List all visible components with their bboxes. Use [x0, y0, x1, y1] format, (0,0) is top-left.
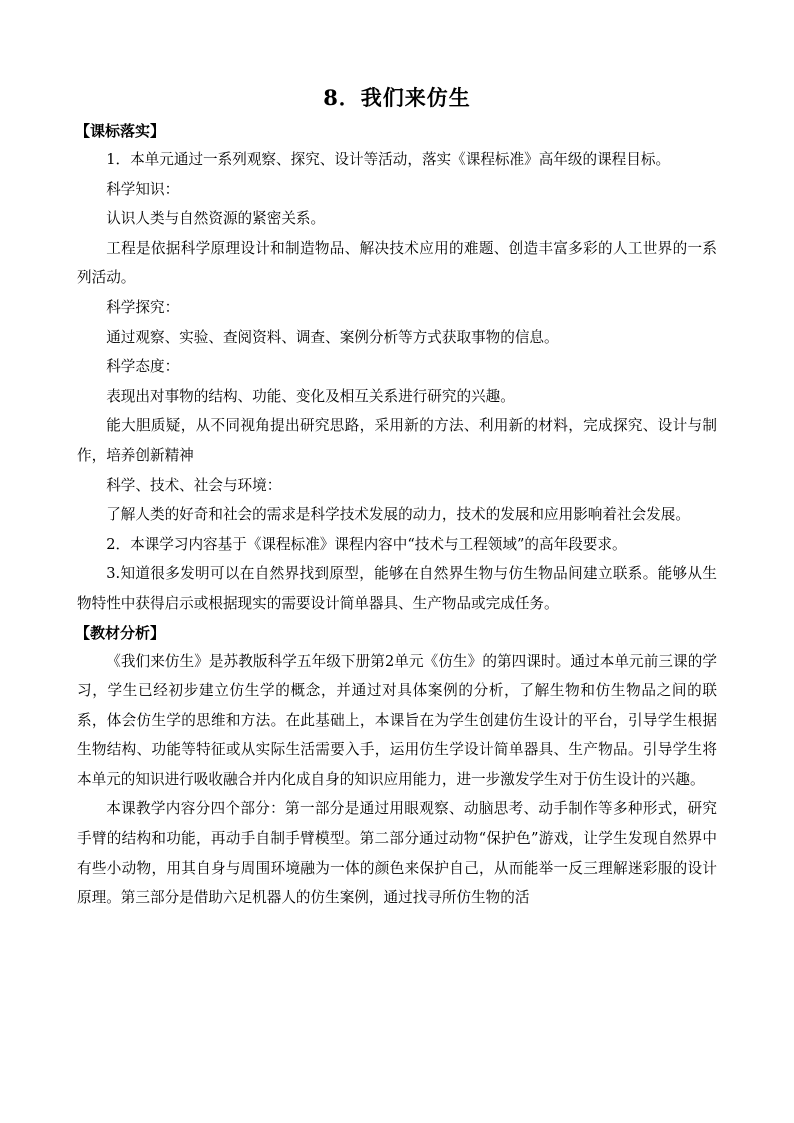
paragraph: 通过观察、实验、查阅资料、调查、案例分析等方式获取事物的信息。 — [106, 328, 559, 346]
paragraph: 科学探究： — [106, 298, 180, 316]
paragraph: 科学、技术、社会与环境： — [106, 476, 282, 494]
paragraph: 1．本单元通过一系列观察、探究、设计等活动，落实《课程标准》高年级的课程目标。 — [106, 151, 671, 168]
paragraph: 能大胆质疑，从不同视角提出研究思路，采用新的方法、利用新的材料，完成探究、设计与制作，培养创新精神 — [77, 417, 717, 464]
paragraph: 认识人类与自然资源的紧密关系。 — [106, 210, 326, 228]
paragraph: 科学态度： — [106, 358, 180, 376]
paragraph: 2．本课学习内容基于《课程标准》课程内容中“技术与工程领域”的高年段要求。 — [106, 535, 627, 553]
section-textbook-analysis — [77, 619, 717, 913]
paragraph: 科学知识： — [106, 180, 180, 198]
paragraph: 表现出对事物的结构、功能、变化及相互关系进行研究的兴趣。 — [106, 387, 515, 405]
paragraph: 3.知道很多发明可以在自然界找到原型，能够在自然界生物与仿生物品间建立联系。能够从生物特性中获得启示或根据现实的需要设计简单器具、生产物品或完成任务。 — [77, 565, 717, 612]
section-heading-standards: 【课标落实】 — [75, 122, 166, 140]
paragraph: 工程是依据科学原理设计和制造物品、解决技术应用的难题、创造丰富多彩的人工世界的一系列活动。 — [77, 239, 717, 287]
section-heading-analysis: 【教材分析】 — [75, 623, 166, 642]
document-title: 8．我们来仿生 — [323, 85, 471, 110]
paragraph: 《我们来仿生》是苏教版科学五年级下册第2单元《仿生》的第四课时。通过本单元前三课的学习，学生已经初步建立仿生学的概念，并通过对具体案例的分析，了解生物和仿生物品之间的联系，体会仿生学的思维和方法。在此基础上，本课旨在为学生创建仿生设计的平台，引导学生根据生物结构、功能等特征或从实际生活需要入手，运用仿生学设计简单器具、生产物品。引导学生将本单元的知识进行吸收融合并内化成自身的知识应用能力，进一步激发学生对于仿生设计的兴趣。 — [77, 652, 717, 788]
section-standards — [77, 117, 717, 619]
paragraph: 本课教学内容分四个部分：第一部分是通过用眼观察、动脑思考、动手制作等多种形式，研究手臂的结构和功能，再动手自制手臂模型。第二部分通过动物“保护色”游戏，让学生发现自然界中有些小动物，用其自身与周围环境融为一体的颜色来保护自己，从而能举一反三理解迷彩服的设计原理。第三部分是借助六足机器人的仿生案例，通过找寻所仿生物的活 — [77, 800, 717, 907]
paragraph: 了解人类的好奇和社会的需求是科学技术发展的动力，技术的发展和应用影响着社会发展。 — [106, 506, 690, 524]
